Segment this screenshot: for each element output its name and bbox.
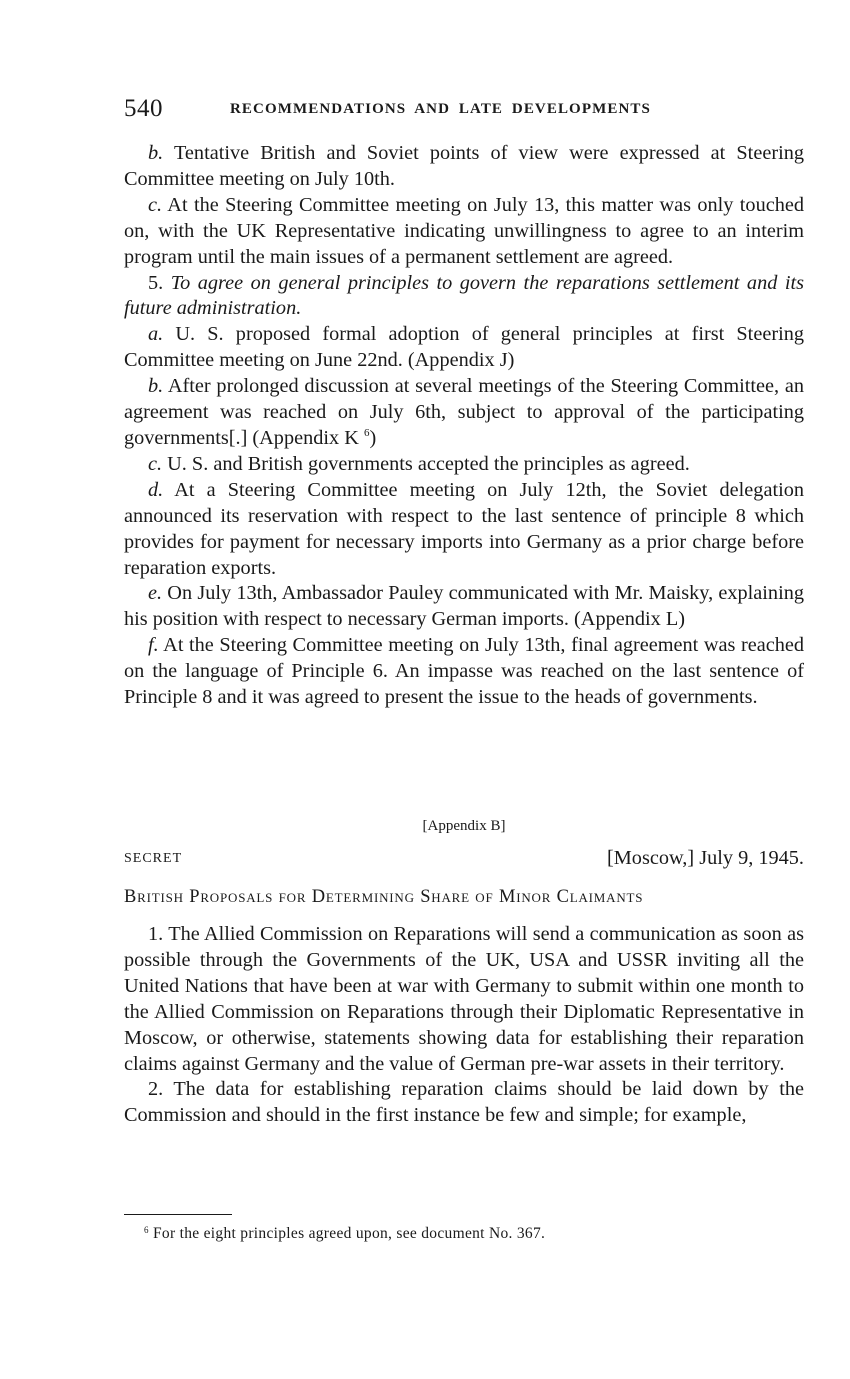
item-label: c.	[148, 193, 163, 216]
document-title: British Proposals for Determining Share of Minor Claimants	[124, 887, 644, 907]
paragraph-1: 1. The Allied Commission on Reparations will send a communication as soon as possible through the Governments of the UK, USA and USSR inviting all the United Nations that have been at war with Germany to submit within one month to the Allied Commission on Reparations through their Diplomatic Representative in Moscow, or otherwise, statements showing data for establishing their reparation claims against Germany and the value of German pre-war assets in their territory.	[124, 923, 804, 1075]
running-head: RECOMMENDATIONS AND LATE DEVELOPMENTS	[230, 101, 651, 117]
paragraph-d	[124, 478, 804, 582]
place-date: [Moscow,] July 9, 1945.	[607, 847, 804, 869]
item-label: b.	[148, 375, 164, 398]
paragraph-2: 2. The data for establishing reparation claims should be laid down by the Commission and should in the first instance be few and simple; for example,	[124, 1078, 804, 1127]
paragraph-f	[124, 633, 804, 711]
paragraph-text: To agree on general principles to govern the reparations settlement and its future administration.	[124, 271, 804, 320]
footnote-marker: 6	[144, 1225, 149, 1235]
footnote	[144, 1225, 545, 1243]
paragraph-text: At a Steering Committee meeting on July 12th, the Soviet delegation announced its reservation with respect to the last sentence of principle 8 which provides for payment for necessary imports into Germany as a prior charge before reparation exports.	[124, 478, 804, 579]
paragraph-text: After prolonged discussion at several meetings of the Steering Committee, an agreement was reached on July 6th, subject to approval of the participating governments[.] (Appendix K	[124, 375, 804, 449]
item-label: a.	[148, 323, 164, 346]
classification-label: SECRET	[124, 851, 183, 866]
item-label: b.	[148, 142, 164, 164]
item-label: e.	[148, 582, 163, 605]
item-label: c.	[148, 452, 163, 475]
paragraph-text: At the Steering Committee meeting on July 13, this matter was only touched on, with the UK Representative indicating unwillingness to agree to an interim program until the main issues of a permanent settlement are agreed.	[124, 193, 804, 268]
paragraph-text: On July 13th, Ambassador Pauley communicated with Mr. Maisky, explaining his position with respect to necessary German imports. (Appendix L)	[124, 582, 804, 631]
paragraph-text: At the Steering Committee meeting on July 13th, final agreement was reached on the language of Principle 6. An impasse was reached on the last sentence of Principle 8 and it was agreed to present the issue to the heads of governments.	[124, 634, 804, 709]
paragraph-text: U. S. and British governments accepted the principles as agreed.	[162, 452, 690, 475]
page-header	[124, 95, 804, 125]
appendix-label: [Appendix B]	[422, 818, 506, 834]
body-section-1	[124, 141, 804, 711]
body-section-2	[124, 922, 804, 1129]
paragraph-close: )	[369, 426, 377, 449]
paragraph-5	[124, 271, 804, 323]
footnote-reference: 6	[363, 426, 370, 439]
item-label: d.	[148, 478, 164, 501]
item-number: 5.	[148, 271, 171, 294]
paragraph-text: U. S. proposed formal adoption of general principles at first Steering Committee meeting on June 22nd. (Appendix J)	[124, 323, 804, 372]
page-number: 540	[124, 95, 163, 122]
footnote-text: For the eight principles agreed upon, see document No. 367.	[148, 1225, 546, 1242]
paragraph-a	[124, 322, 804, 374]
paragraph-e	[124, 581, 804, 633]
paragraph-b-2	[124, 374, 804, 452]
paragraph-b-1	[124, 141, 804, 193]
paragraph-c-1	[124, 193, 804, 271]
paragraph-c-2	[124, 452, 804, 478]
footnote-divider	[124, 1214, 232, 1215]
item-label: f.	[148, 634, 159, 657]
paragraph-text: Tentative British and Soviet points of view were expressed at Steering Committee meeting on July 10th.	[124, 142, 804, 190]
